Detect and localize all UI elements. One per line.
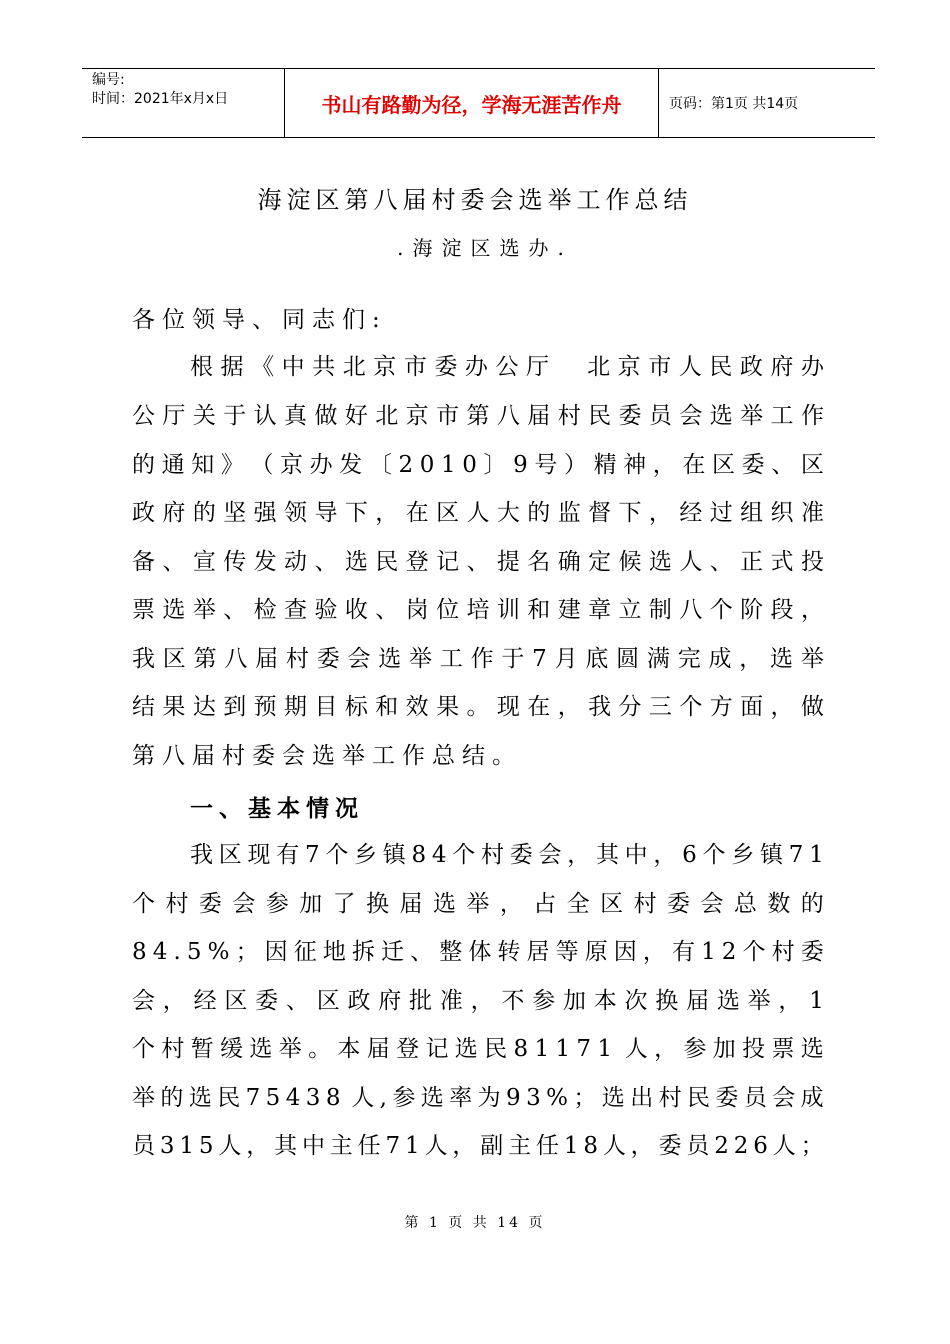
- paragraph-1-line: 备 、 宣 传 发 动 、 选 民 登 记 、 提 名 确 定 候 选 人 、 正 式 投: [132, 549, 824, 575]
- doc-date: 时间：2021年x月x日: [92, 91, 229, 107]
- paragraph-1-line: 根 据 《 中 共 北 京 市 委 办 公 厅 北 京 市 人 民 政 府 办: [190, 354, 824, 380]
- salutation: 各位领导、同志们:: [132, 307, 387, 333]
- paragraph-2-line: 员 3 1 5 人 ， 其 中 主 任 7 1 人 ， 副 主 任 1 8 人 ， 委 员 2 2 6 人 ；: [132, 1133, 824, 1159]
- paragraph-2-line: 举 的 选 民 7 5 4 3 8 人 , 参 选 率 为 9 3 % ； 选 出 村 民 委 员 会 成: [132, 1085, 824, 1111]
- paragraph-1-line: 公 厅 关 于 认 真 做 好 北 京 市 第 八 届 村 民 委 员 会 选 举 工 作: [132, 403, 824, 429]
- paragraph-1-line: 第八届村委会选举工作总结。: [132, 743, 522, 769]
- paragraph-1-line: 我 区 第 八 届 村 委 会 选 举 工 作 于 7 月 底 圆 满 完 成 ， 选 举: [132, 646, 824, 672]
- paragraph-1-line: 结 果 达 到 预 期 目 标 和 效 果 。 现 在 ， 我 分 三 个 方 面 ， 做: [132, 694, 824, 720]
- paragraph-2-line: 我 区 现 有 7 个 乡 镇 8 4 个 村 委 会 ， 其 中 ， 6 个 乡 镇 7 1: [190, 842, 824, 868]
- document-header: [82, 68, 875, 138]
- paragraph-1-line: 的 通 知 》 （ 京 办 发 〔 2 0 1 0 〕 9 号 ） 精 神 ， 在 区 委 、 区: [132, 452, 824, 478]
- paragraph-1-line: 政 府 的 坚 强 领 导 下 ， 在 区 人 大 的 监 督 下 ， 经 过 组 织 准: [132, 500, 824, 526]
- header-motto: 书山有路勤为径，学海无涯苦作舟: [285, 69, 659, 137]
- header-meta: [82, 69, 285, 137]
- paragraph-2-line: 个 村 委 会 参 加 了 换 届 选 举 ， 占 全 区 村 委 会 总 数 的: [132, 891, 824, 917]
- header-page-number: 页码：第1页 共14页: [669, 96, 799, 112]
- document-subtitle: .海淀区选办.: [397, 236, 573, 260]
- paragraph-2-line: 会 ， 经 区 委 、 区 政 府 批 准 ， 不 参 加 本 次 换 届 选 举 ， 1: [132, 988, 824, 1014]
- doc-number: 编号:: [92, 72, 125, 88]
- paragraph-2-line: 8 4 . 5 % ； 因 征 地 拆 迁 、 整 体 转 居 等 原 因 ， 有 1 2 个 村 委: [132, 939, 824, 965]
- section-heading-basic-situation: 一、基本情况: [190, 796, 364, 822]
- page-footer: 第 1 页 共 14 页: [404, 1215, 546, 1231]
- document-title: 海淀区第八届村委会选举工作总结: [257, 186, 693, 214]
- paragraph-2-line: 个 村 暂 缓 选 举 。 本 届 登 记 选 民 8 1 1 7 1 人 ， 参 加 投 票 选: [132, 1036, 824, 1062]
- paragraph-1-line: 票 选 举 、 检 查 验 收 、 岗 位 培 训 和 建 章 立 制 八 个 阶 段 ，: [132, 597, 824, 623]
